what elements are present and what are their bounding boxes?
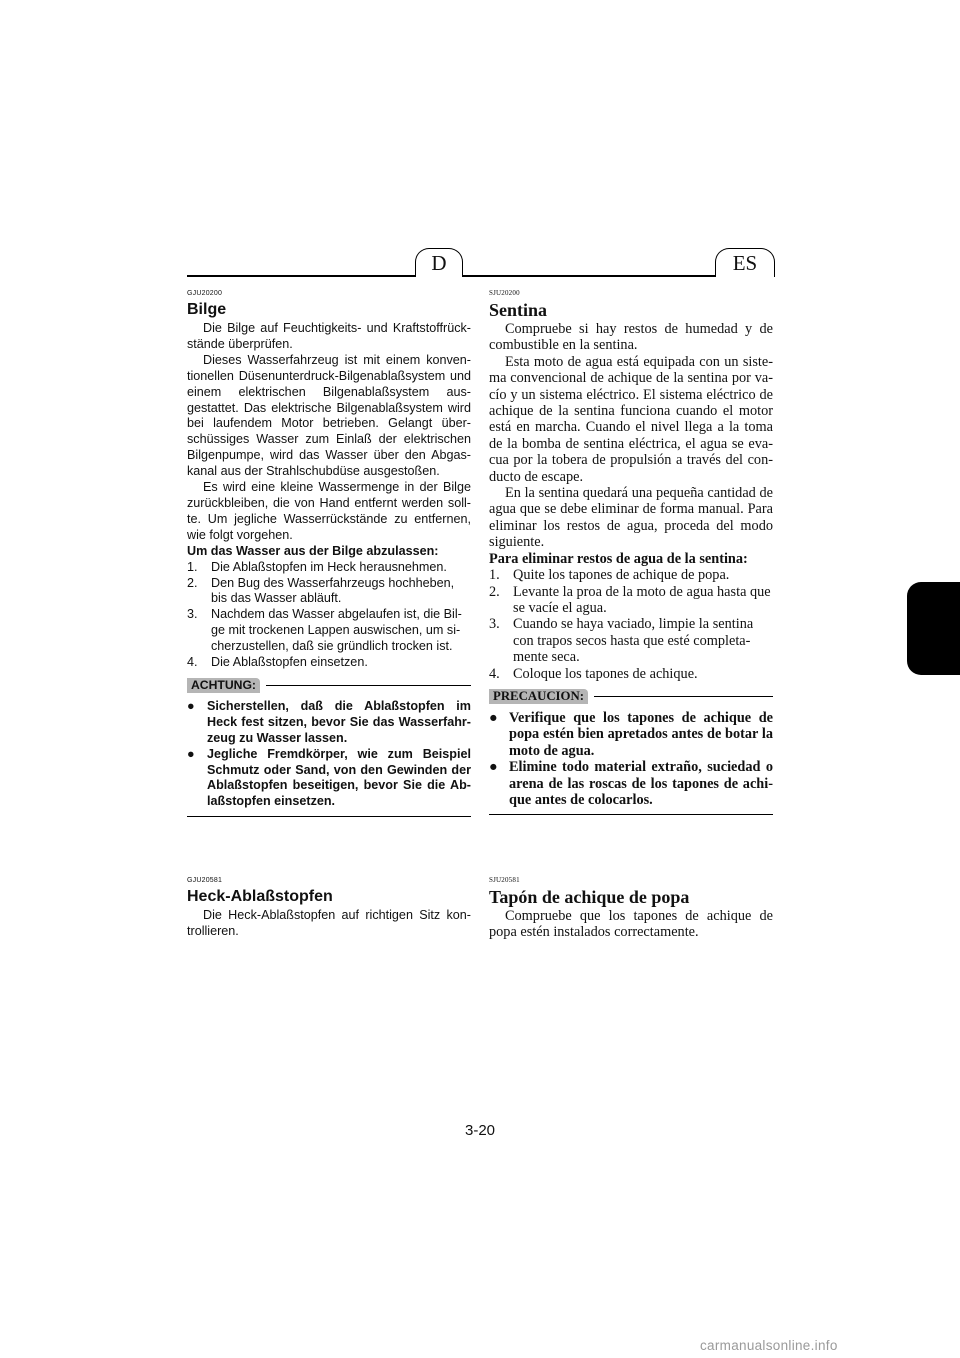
caution-rule [594, 696, 773, 697]
caution-item: ● Elimine todo material extraño, suciedad o arena de las roscas de los tapones de achi-que antes de colocarlos. [489, 759, 773, 808]
paragraph: Compruebe que los tapones de achique de popa estén instalados correctamente. [489, 908, 773, 941]
watermark: carmanualsonline.info [700, 1338, 838, 1353]
column-spanish [489, 289, 773, 815]
list-item: 3. Nachdem das Wasser abgelaufen ist, die Bil-ge mit trockenen Lappen auswischen, um si-cherzustellen, daß sie gründlich trocken ist. [187, 607, 462, 654]
section-title: Tapón de achique de popa [489, 887, 690, 907]
bullet-icon: ● [187, 698, 195, 713]
section-code: SJU20200 [489, 289, 520, 297]
list-item: 2. Levante la proa de la moto de agua hasta que se vacíe el agua. [489, 583, 771, 616]
header-rule [187, 275, 773, 277]
column-german [187, 289, 471, 817]
list-item: 1. Quite los tapones de achique de popa. [489, 567, 730, 584]
section-code: GJU20581 [187, 877, 223, 884]
paragraph: Dieses Wasserfahrzeug ist mit einem konven-tionellen Düsenunterdruck-Bilgenablaßsystem und einem elektrischen Bilgenablaßsystem aus-gestattet. Das elektrische Bilgenablaßsystem wird bei laufendem Motor betrieben. Gelangt über-schüssiges Wasser zum Einlaß der elektrischen Bilgenpumpe, wird das Wasser über den Abgas-kanal aus der Strahlschubdüse ausgestoßen. [187, 352, 471, 479]
caution-label: PRECAUCION: [489, 689, 588, 704]
caution-item: ● Verifique que los tapones de achique de popa estén bien apretados antes de botar la moto de agua. [489, 709, 773, 759]
list-item: 3. Cuando se haya vaciado, limpie la sentina con trapos secos hasta que esté completa-mente seca. [489, 616, 754, 666]
caution-rule [266, 685, 471, 686]
section-title: Bilge [187, 301, 227, 318]
paragraph: Es wird eine kleine Wassermenge in der Bilge zurückbleiben, die von Hand entfernt werden soll-te. Um jegliche Wasserrückstände zu entfernen, wie folgt vorgehen. [187, 480, 471, 542]
list-item: 2. Den Bug des Wasserfahrzeugs hochheben, bis das Wasser abläuft. [187, 575, 455, 606]
section-tapon-achique [489, 876, 773, 941]
section-title: Heck-Ablaßstopfen [187, 888, 333, 905]
paragraph: Esta moto de agua está equipada con un siste-ma convencional de achique de la sentina por va-cío y un sistema eléctrico. El sistema eléctrico de achique de la sentina funciona cuando el motor está en marcha. Cuando el nivel llega a la toma de la bomba de sentina eléctrica, el agua se eva-cua por la tobera de propulsión a través del con-ducto de escape. [489, 353, 773, 485]
caution-label: ACHTUNG: [187, 678, 260, 693]
caution-item: ● Jegliche Fremdkörper, wie zum Beispiel Schmutz oder Sand, von den Gewinden der Ablaßstopfen beseitigen, bevor Sie die Ab-laßstopfen einsetzen. [187, 746, 471, 809]
section-code: SJU20581 [489, 876, 520, 884]
steps-heading: Um das Wasser aus der Bilge abzulassen: [187, 543, 439, 558]
bullet-icon: ● [187, 746, 195, 761]
caution-header [187, 678, 471, 693]
steps-list [489, 567, 773, 682]
language-header [187, 248, 773, 278]
paragraph: Compruebe si hay restos de humedad y de combustible en la sentina. [489, 321, 773, 354]
list-item: 4. Die Ablaßstopfen einsetzen. [187, 655, 368, 670]
steps-heading: Para eliminar restos de agua de la sentina: [489, 550, 748, 567]
lang-label-spanish: ES [715, 248, 775, 277]
paragraph: En la sentina quedará una pequeña cantidad de agua que se debe eliminar de forma manual. Para eliminar los restos de agua, proceda del modo siguiente. [489, 485, 773, 551]
bullet-icon: ● [489, 759, 498, 776]
lang-label-german: D [415, 248, 463, 277]
list-item: 4. Coloque los tapones de achique. [489, 665, 698, 682]
section-heck-ablassstopfen [187, 876, 471, 940]
bullet-icon: ● [489, 709, 498, 726]
page-number: 3-20 [464, 1122, 496, 1139]
chapter-tab-marker [907, 582, 960, 675]
caution-item: ● Sicherstellen, daß die Ablaßstopfen im Heck fest sitzen, bevor Sie das Wasserfahr-zeug zu Wasser lassen. [187, 698, 471, 745]
caution-header [489, 689, 773, 704]
paragraph: Die Bilge auf Feuchtigkeits- und Kraftstoffrück-stände überprüfen. [187, 321, 471, 351]
caution-box [187, 699, 471, 817]
paragraph: Die Heck-Ablaßstopfen auf richtigen Sitz kon-trollieren. [187, 908, 471, 938]
list-item: 1. Die Ablaßstopfen im Heck herausnehmen. [187, 559, 447, 574]
section-title: Sentina [489, 300, 548, 320]
section-code: GJU20200 [187, 290, 223, 297]
steps-list [187, 560, 471, 671]
caution-box [489, 710, 773, 815]
